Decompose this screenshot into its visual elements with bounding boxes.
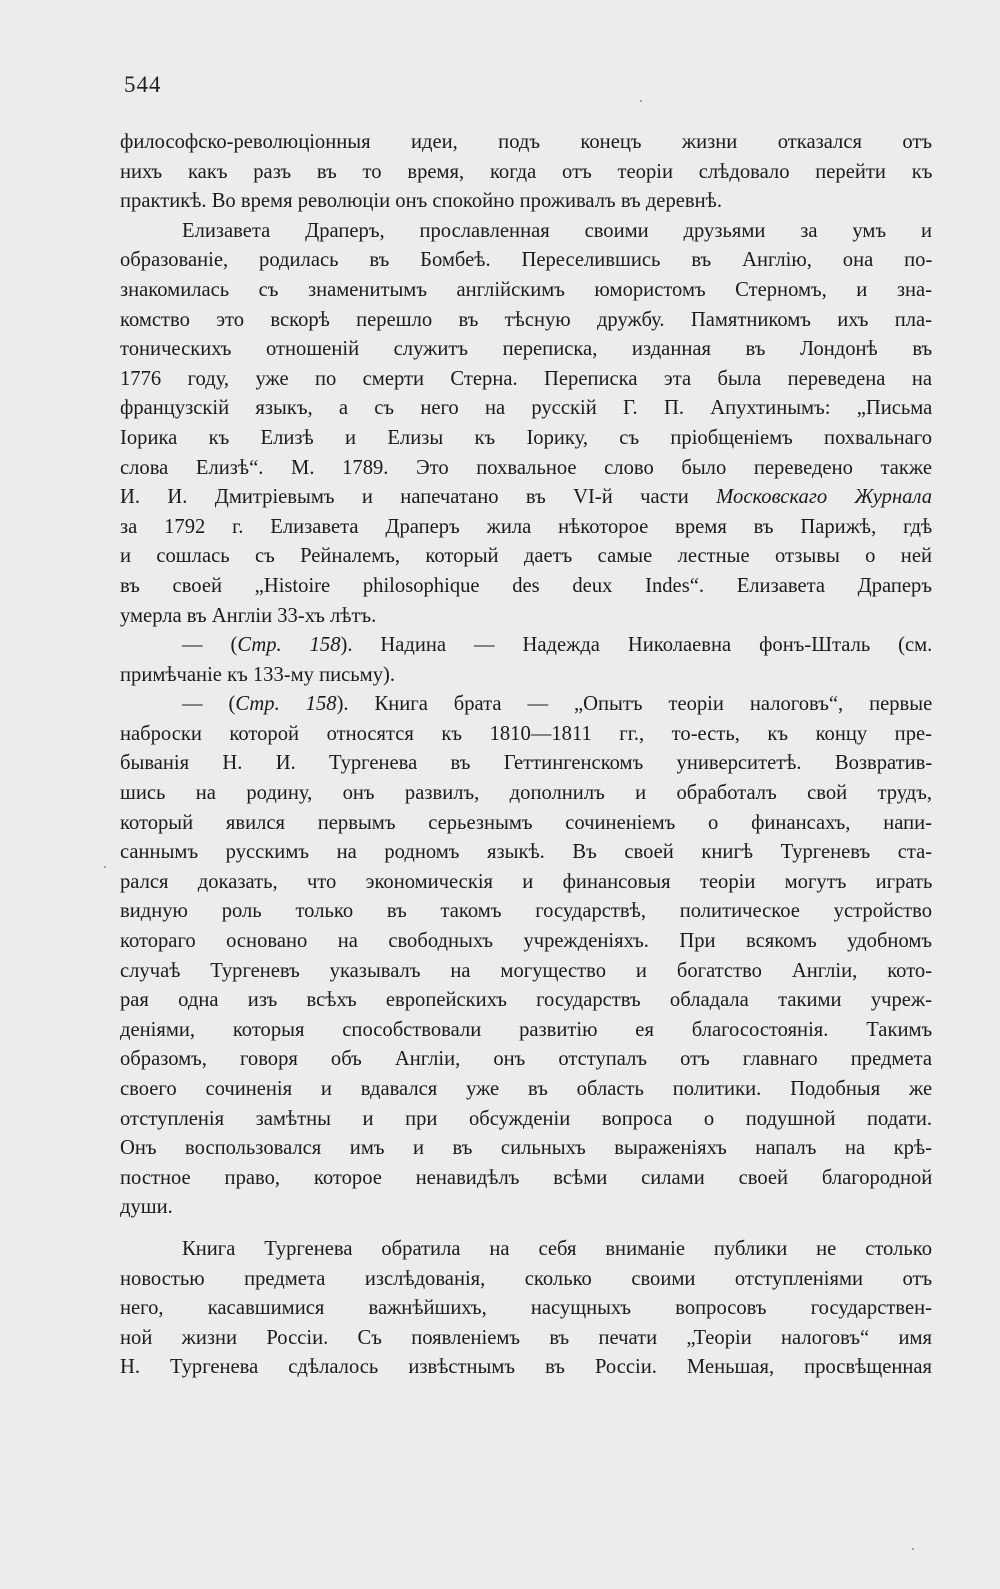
paper-speck (912, 1548, 914, 1550)
body-text (120, 128, 932, 1383)
text-line: тоническихъ отношеній служитъ переписка, изданная въ Лондонѣ въ (120, 338, 933, 361)
text-line: саннымъ русскимъ на родномъ языкѣ. Въ своей книгѣ Тургеневъ ста- (120, 841, 933, 864)
paragraph-book-reception (120, 1235, 932, 1383)
text-line: умерла въ Англіи 33-хъ лѣтъ. (120, 604, 377, 627)
italic-journal-title: Московскаго Журнала (716, 486, 932, 509)
paragraph-note-book (120, 690, 932, 1223)
text-segment: ). Книга брата — „Опытъ теоріи налоговъ“, первые (336, 693, 933, 716)
text-line: образованіе, родилась въ Бомбеѣ. Переселившись въ Англію, она по- (120, 249, 933, 272)
text-line: него, касавшимися важнѣйшихъ, насущныхъ вопросовъ государствен- (120, 1297, 932, 1320)
italic-page-ref: Стр. 158 (235, 693, 337, 716)
text-line: практикѣ. Во время революціи онъ спокойно проживалъ въ деревнѣ. (120, 190, 722, 213)
text-line: Книга Тургенева обратила на себя вниманіе публики не столько (182, 1237, 933, 1260)
italic-page-ref: Стр. 158 (237, 634, 341, 657)
text-line: новостью предмета изслѣдованія, сколько своими отступленіями отъ (120, 1267, 933, 1290)
text-line: деніями, которыя способствовали развитію ея благосостоянія. Такимъ (120, 1018, 933, 1041)
paper-speck (104, 866, 106, 868)
text-line: философско-революціонныя идеи, подъ конецъ жизни отказался отъ (120, 131, 932, 153)
text-line: своего сочиненія и вдавался уже въ область политики. Подобныя же (120, 1078, 933, 1100)
text-line: случаѣ Тургеневъ указывалъ на могущество и богатство Англіи, кото- (120, 959, 933, 982)
paragraph-draper (120, 217, 932, 631)
text-line: отступленія замѣтны и при обсужденіи вопроса о подушной подати. (120, 1107, 932, 1130)
text-segment: И. И. Дмитріевымъ и напечатано въ VI-й части (120, 486, 717, 509)
text-line: комство это вскорѣ перешло въ тѣсную дружбу. Памятникомъ ихъ пла- (120, 308, 932, 331)
text-line-with-italic (120, 483, 932, 513)
text-line: рался доказать, что экономическія и финансовыя теоріи могутъ играть (120, 870, 933, 893)
paragraph-note-nadina (120, 631, 932, 690)
text-line: наброски которой относятся къ 1810—1811 гг., то-есть, къ концу пре- (120, 722, 932, 745)
paper-speck (640, 100, 642, 102)
text-line: котораго основано на свободныхъ учрежденіяхъ. При всякомъ удобномъ (120, 930, 933, 953)
text-line: 1776 году, уже по смерти Стерна. Переписка эта была переведена на (120, 367, 932, 390)
text-segment: — ( (182, 693, 236, 716)
text-line: французскій языкъ, а съ него на русскій Г. П. Апухтинымъ: „Письма (120, 397, 933, 420)
text-line: постное право, которое ненавидѣлъ всѣми силами своей благородной (120, 1166, 933, 1189)
text-line: за 1792 г. Елизавета Драперъ жила нѣкоторое время въ Парижѣ, гдѣ (120, 515, 933, 538)
text-line: рая одна изъ всѣхъ европейскихъ государствъ обладала такими учреж- (120, 989, 933, 1012)
text-line: въ своей „Histoire philosophique des deux Indes“. Елизавета Драперъ (120, 574, 932, 597)
text-line: видную роль только въ такомъ государствѣ, политическое устройство (120, 900, 932, 923)
text-line: ной жизни Россіи. Съ появленіемъ въ печати „Теоріи налоговъ“ имя (120, 1326, 932, 1349)
text-segment: ). Надина — Надежда Николаевна фонъ-Шталь (см. (340, 634, 933, 657)
paragraph-continuation (120, 128, 932, 217)
text-line-with-italic (120, 690, 932, 720)
text-line: Онъ воспользовался имъ и въ сильныхъ выраженіяхъ напалъ на крѣ- (120, 1137, 932, 1160)
text-line: нихъ какъ разъ въ то время, когда отъ теоріи слѣдовало перейти къ (120, 160, 933, 183)
text-line-with-italic (120, 631, 932, 661)
text-line: образомъ, говоря объ Англіи, онъ отступалъ отъ главнаго предмета (120, 1048, 932, 1071)
text-line: знакомилась съ знаменитымъ англійскимъ юмористомъ Стерномъ, и зна- (120, 278, 932, 301)
text-line: и сошлась съ Рейналемъ, который даетъ самые лестные отзывы о ней (120, 545, 932, 568)
text-line: который явился первымъ серьезнымъ сочиненіемъ о финансахъ, напи- (120, 811, 932, 834)
text-line: Н. Тургенева сдѣлалось извѣстнымъ въ Россіи. Меньшая, просвѣщенная (120, 1356, 932, 1379)
text-line: слова Елизѣ“. М. 1789. Это похвальное слово было переведено также (120, 456, 932, 479)
text-line: Елизавета Драперъ, прославленная своими друзьями за умъ и (182, 219, 932, 242)
text-line: быванія Н. И. Тургенева въ Геттингенскомъ университетѣ. Возвратив- (120, 752, 933, 775)
text-line: Іорика къ Елизѣ и Елизы къ Іорику, съ пріобщеніемъ похвальнаго (120, 426, 932, 449)
page-number: 544 (124, 72, 162, 97)
text-line: примѣчаніе къ 133-му письму). (120, 663, 396, 686)
text-line: души. (120, 1196, 173, 1219)
text-line: шись на родину, онъ развилъ, дополнилъ и обработалъ свой трудъ, (120, 782, 933, 805)
text-segment: — ( (182, 634, 238, 657)
